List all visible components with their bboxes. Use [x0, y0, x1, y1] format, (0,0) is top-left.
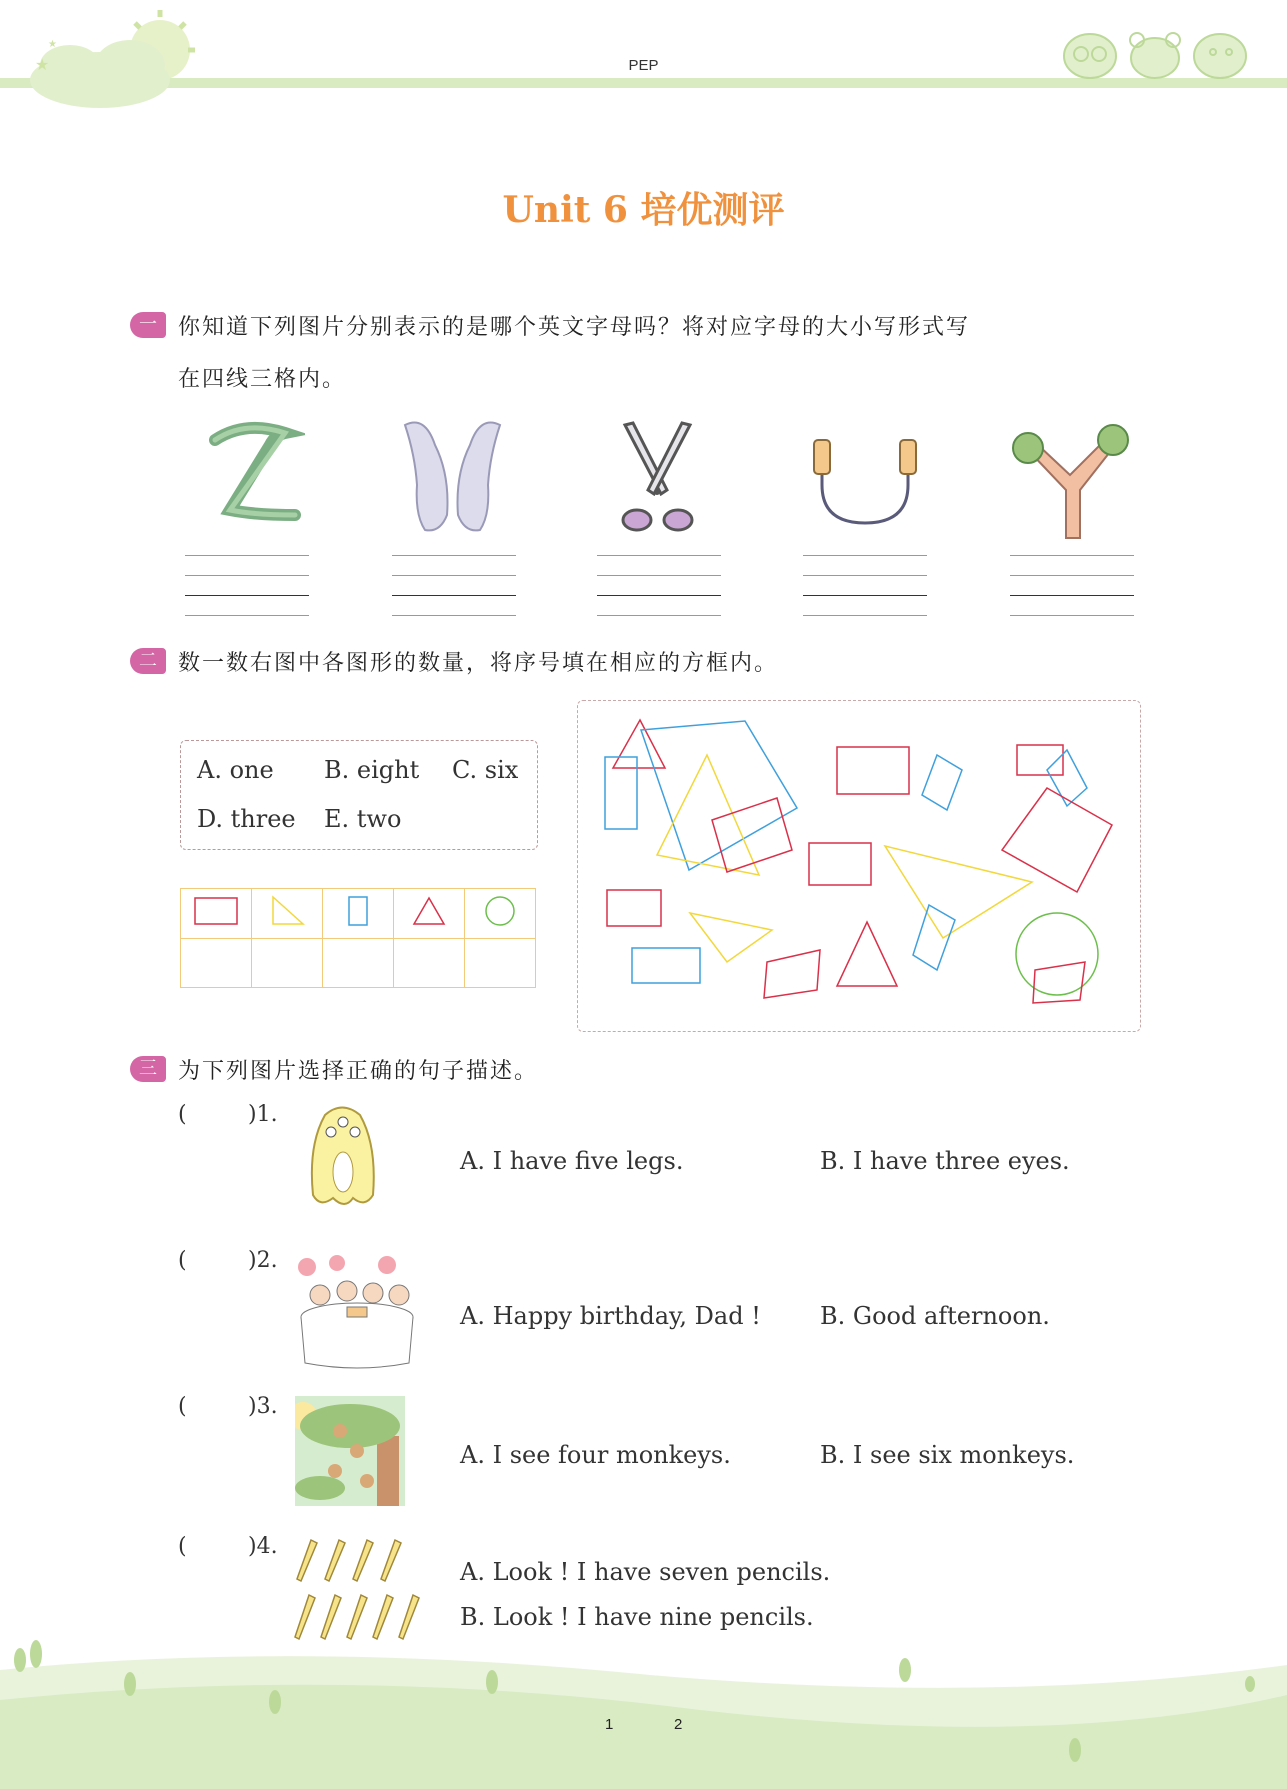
answer-cell[interactable] [323, 938, 394, 988]
answer-cell[interactable] [252, 938, 323, 988]
rectangle-icon [181, 889, 252, 939]
shapes-picture [577, 700, 1141, 1032]
answer-cell[interactable] [394, 938, 465, 988]
monkeys-tree-icon [295, 1396, 405, 1506]
section-2-text: 数一数右图中各图形的数量，将序号填在相应的方框内。 [178, 651, 779, 676]
section-3-text: 为下列图片选择正确的句子描述。 [178, 1059, 539, 1084]
question-number: )1. [248, 1102, 278, 1127]
question-4-option-a[interactable]: A. Look ! I have seven pencils. [460, 1558, 831, 1586]
section-badge-2: 二 [130, 648, 166, 674]
answer-paren[interactable]: ( [178, 1534, 187, 1559]
answer-cell[interactable] [465, 938, 536, 988]
writing-lines [803, 555, 927, 615]
page-title: Unit 6 培优测评 [502, 189, 785, 231]
monster-three-eyes-icon [305, 1100, 380, 1212]
birthday-party-icon [295, 1255, 420, 1370]
rabbit-ears-w-icon [395, 415, 510, 540]
option-c: C. six [452, 756, 519, 784]
section-badge-1: 一 [130, 312, 166, 338]
question-2-option-b[interactable]: B. Good afternoon. [820, 1302, 1050, 1330]
writing-lines [392, 555, 516, 615]
section-1-text-line2: 在四线三格内。 [178, 367, 347, 392]
question-1-option-a[interactable]: A. I have five legs. [460, 1147, 684, 1175]
page-number-left: 1 [605, 1716, 614, 1733]
scissors-x-icon [615, 420, 700, 540]
answer-cell[interactable] [181, 938, 252, 988]
question-3-option-a[interactable]: A. I see four monkeys. [460, 1441, 731, 1469]
writing-lines [597, 555, 721, 615]
writing-lines [1010, 555, 1134, 615]
option-e: E. two [324, 805, 402, 833]
question-number: )3. [248, 1394, 278, 1419]
section-badge-3: 三 [130, 1056, 166, 1082]
question-1-option-b[interactable]: B. I have three eyes. [820, 1147, 1070, 1175]
option-d: D. three [197, 805, 296, 833]
question-number: )4. [248, 1534, 278, 1559]
answer-paren[interactable]: ( [178, 1394, 187, 1419]
svg-text:★: ★ [48, 39, 57, 50]
right-triangle-icon [252, 889, 323, 939]
answer-paren[interactable]: ( [178, 1102, 187, 1127]
option-a: A. one [197, 756, 274, 784]
pencils-icon [293, 1535, 423, 1647]
question-2-option-a[interactable]: A. Happy birthday, Dad ! [460, 1302, 761, 1330]
question-3-option-b[interactable]: B. I see six monkeys. [820, 1441, 1075, 1469]
question-4-option-b[interactable]: B. Look ! I have nine pencils. [460, 1603, 814, 1631]
answer-grid [180, 888, 536, 988]
triangle-icon [394, 889, 465, 939]
question-number: )2. [248, 1248, 278, 1273]
bottom-hills-decoration [0, 1640, 1287, 1789]
headphones-u-icon [810, 435, 920, 530]
writing-lines [185, 555, 309, 615]
page-number-right: 2 [674, 1716, 683, 1733]
svg-text:★: ★ [35, 55, 50, 74]
section-1-text-line1: 你知道下列图片分别表示的是哪个英文字母吗？将对应字母的大小写形式写 [178, 315, 971, 340]
option-b: B. eight [324, 756, 420, 784]
snake-z-icon [205, 415, 305, 533]
tree-y-icon [1008, 420, 1138, 540]
answer-paren[interactable]: ( [178, 1248, 187, 1273]
header-label: PEP [628, 57, 659, 74]
circle-icon [465, 889, 536, 939]
square-icon [323, 889, 394, 939]
